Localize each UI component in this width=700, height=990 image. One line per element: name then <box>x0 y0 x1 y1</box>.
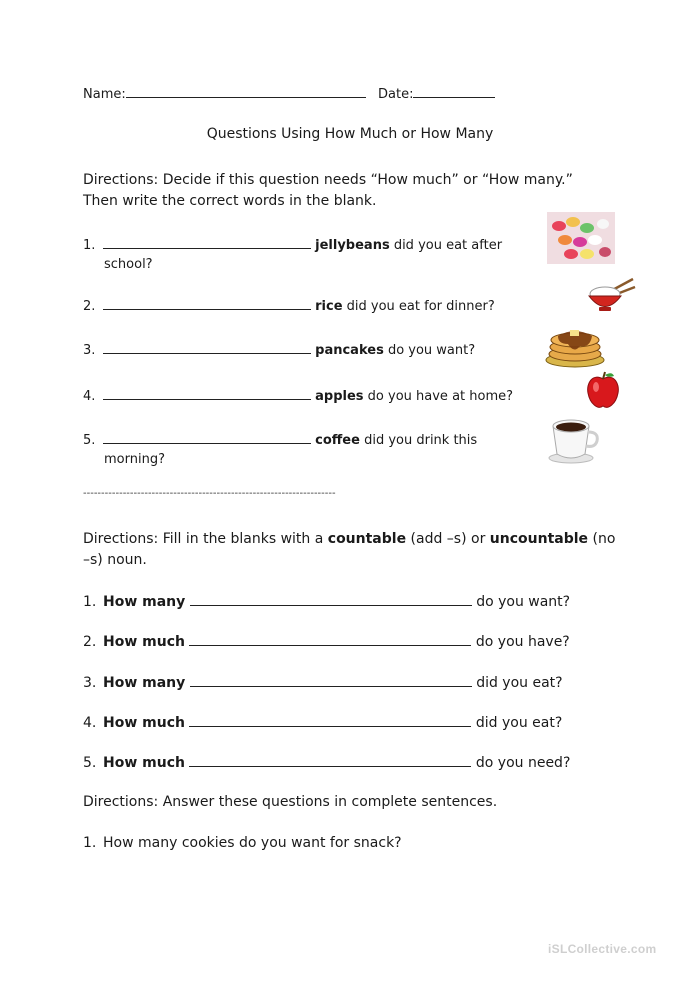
directions-text: (no –s) noun. <box>83 531 616 568</box>
date-blank[interactable] <box>413 85 495 98</box>
item-number: 1. <box>83 238 96 253</box>
jellybeans-image <box>547 212 615 264</box>
part1-item-5 <box>83 431 477 448</box>
part2-directions <box>83 529 623 571</box>
part1-item-3 <box>83 341 475 358</box>
part1-item-1 <box>83 236 502 253</box>
part1-item-5-cont: morning? <box>104 452 165 467</box>
answer-blank[interactable] <box>103 341 311 354</box>
name-blank[interactable] <box>126 85 366 98</box>
question-text: did you drink this <box>359 433 478 448</box>
countable-keyword: countable <box>327 531 407 547</box>
question-text: do you have at home? <box>363 389 514 404</box>
noun: apples <box>315 389 364 404</box>
part2-item-3 <box>83 674 563 691</box>
noun: rice <box>315 299 343 314</box>
item-number: 5. <box>83 433 96 448</box>
noun: coffee <box>315 433 360 448</box>
answer-blank[interactable] <box>103 297 311 310</box>
item-number: 5. <box>83 755 97 771</box>
part3-item-1 <box>83 835 402 851</box>
directions-text: (add –s) or <box>406 531 490 547</box>
question-text: did you eat for dinner? <box>342 299 495 314</box>
part3-directions: Directions: Answer these questions in complete sentences. <box>83 794 498 810</box>
lead-phrase: How much <box>103 634 185 650</box>
pancakes-image <box>544 322 606 368</box>
item-number: 3. <box>83 343 96 358</box>
separator-line: ---------------------------------------------------------------------- <box>83 488 336 499</box>
coffee-cup-image <box>545 414 601 464</box>
lead-phrase: How many <box>103 594 186 610</box>
answer-blank[interactable] <box>103 431 311 444</box>
question-text: do you want? <box>383 343 476 358</box>
name-line <box>83 85 495 102</box>
noun: pancakes <box>315 343 384 358</box>
uncountable-keyword: uncountable <box>489 531 589 547</box>
question-tail: did you eat? <box>475 715 563 731</box>
item-number: 3. <box>83 675 97 691</box>
apple-image <box>585 371 621 411</box>
part2-item-2 <box>83 633 570 650</box>
item-number: 4. <box>83 715 97 731</box>
part1-item-1-cont: school? <box>104 257 153 272</box>
part1-item-4 <box>83 387 513 404</box>
part2-item-5 <box>83 754 570 771</box>
name-label: Name: <box>83 87 126 102</box>
answer-blank[interactable] <box>189 633 471 646</box>
page-title: Questions Using How Much or How Many <box>206 126 494 142</box>
rice-bowl-image <box>585 277 637 315</box>
question-text: How many cookies do you want for snack? <box>103 835 402 851</box>
item-number: 2. <box>83 299 96 314</box>
answer-blank[interactable] <box>103 236 311 249</box>
question-tail: do you want? <box>476 594 571 610</box>
answer-blank[interactable] <box>190 593 472 606</box>
answer-blank[interactable] <box>190 674 472 687</box>
lead-phrase: How many <box>103 675 186 691</box>
question-tail: did you eat? <box>476 675 563 691</box>
lead-phrase: How much <box>103 755 185 771</box>
directions-text: Directions: Fill in the blanks with a <box>83 531 328 547</box>
answer-blank[interactable] <box>103 387 311 400</box>
date-label: Date: <box>378 87 414 102</box>
question-tail: do you have? <box>475 634 570 650</box>
item-number: 1. <box>83 835 97 851</box>
question-text: did you eat after <box>389 238 503 253</box>
part1-item-2 <box>83 297 495 314</box>
part1-directions: Directions: Decide if this question needs “How much” or “How many.” Then write the correct words in the blank. <box>83 172 573 209</box>
item-number: 2. <box>83 634 97 650</box>
question-tail: do you need? <box>475 755 571 771</box>
answer-blank[interactable] <box>189 714 471 727</box>
lead-phrase: How much <box>103 715 185 731</box>
part2-item-4 <box>83 714 562 731</box>
part2-item-1 <box>83 593 570 610</box>
item-number: 1. <box>83 594 97 610</box>
watermark: iSLCollective.com <box>548 942 657 956</box>
item-number: 4. <box>83 389 96 404</box>
noun: jellybeans <box>315 238 390 253</box>
answer-blank[interactable] <box>189 754 471 767</box>
